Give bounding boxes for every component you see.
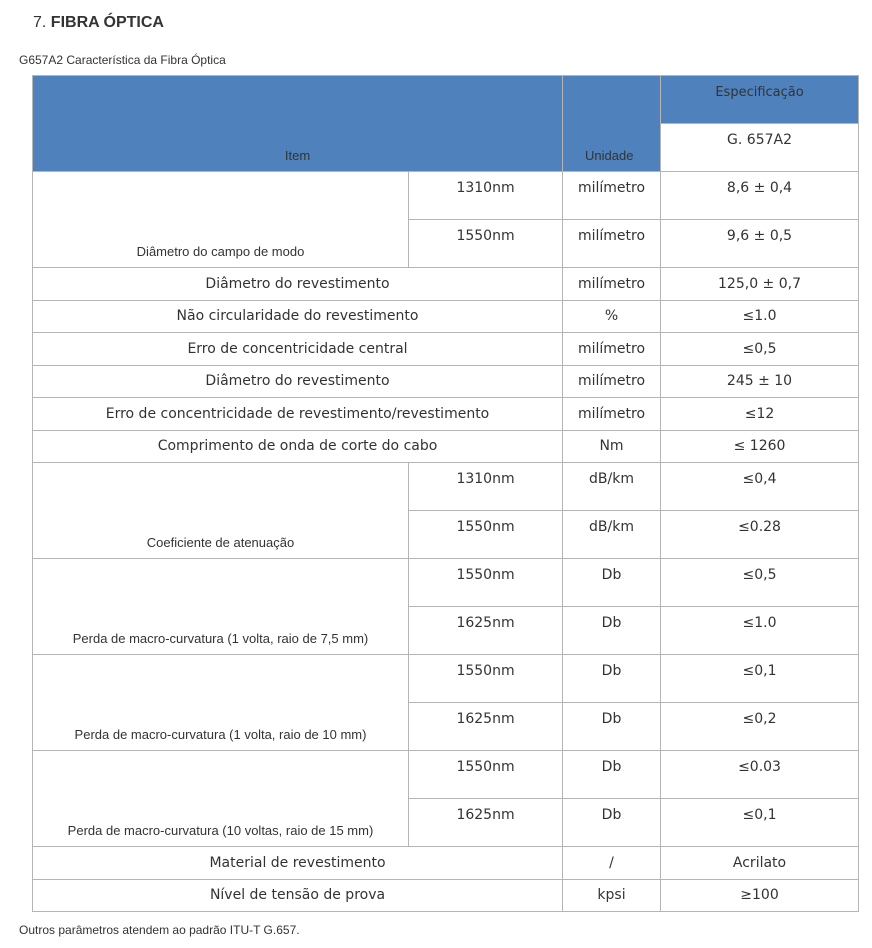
row-unit: milímetro bbox=[563, 220, 661, 268]
section-title: FIBRA ÓPTICA bbox=[50, 14, 164, 31]
row-unit: kpsi bbox=[563, 879, 661, 912]
row-label: Perda de macro-curvatura (1 volta, raio de 7,5 mm) bbox=[33, 559, 409, 655]
row-label: Diâmetro do campo de modo bbox=[33, 172, 409, 268]
table-row bbox=[33, 172, 859, 220]
row-label: Comprimento de onda de corte do cabo bbox=[33, 430, 563, 463]
row-value: ≤12 bbox=[661, 398, 859, 431]
table-row bbox=[33, 430, 859, 463]
row-unit: / bbox=[563, 847, 661, 880]
row-unit: milímetro bbox=[563, 398, 661, 431]
row-value: ≤0,5 bbox=[661, 333, 859, 366]
row-value: Acrilato bbox=[661, 847, 859, 880]
header-item: Item bbox=[33, 76, 563, 172]
row-unit: Db bbox=[563, 607, 661, 655]
row-unit: milímetro bbox=[563, 365, 661, 398]
row-unit: milímetro bbox=[563, 172, 661, 220]
row-label: Diâmetro do revestimento bbox=[33, 365, 563, 398]
spec-table-body bbox=[33, 76, 859, 912]
row-wavelength: 1550nm bbox=[409, 220, 563, 268]
row-value: ≤0.03 bbox=[661, 751, 859, 799]
row-value: ≤0,5 bbox=[661, 559, 859, 607]
table-row bbox=[33, 879, 859, 912]
row-value: 245 ± 10 bbox=[661, 365, 859, 398]
header-spec: Especificação bbox=[661, 76, 859, 124]
table-row bbox=[33, 847, 859, 880]
row-unit: Db bbox=[563, 703, 661, 751]
row-unit: Nm bbox=[563, 430, 661, 463]
header-unit: Unidade bbox=[563, 76, 661, 172]
table-row bbox=[33, 655, 859, 703]
table-row bbox=[33, 333, 859, 366]
row-label: Nível de tensão de prova bbox=[33, 879, 563, 912]
table-row bbox=[33, 300, 859, 333]
row-wavelength: 1550nm bbox=[409, 511, 563, 559]
row-label: Perda de macro-curvatura (10 voltas, raio de 15 mm) bbox=[33, 751, 409, 847]
row-unit: Db bbox=[563, 751, 661, 799]
row-value: ≤ 1260 bbox=[661, 430, 859, 463]
row-value: ≤0,2 bbox=[661, 703, 859, 751]
row-wavelength: 1310nm bbox=[409, 463, 563, 511]
row-label: Perda de macro-curvatura (1 volta, raio de 10 mm) bbox=[33, 655, 409, 751]
table-row bbox=[33, 751, 859, 799]
row-unit: dB/km bbox=[563, 511, 661, 559]
row-value: ≤1.0 bbox=[661, 607, 859, 655]
row-value: 8,6 ± 0,4 bbox=[661, 172, 859, 220]
section-number: 7. bbox=[33, 14, 47, 31]
footnote: Outros parâmetros atendem ao padrão ITU-T G.657. bbox=[19, 923, 300, 937]
row-unit: Db bbox=[563, 655, 661, 703]
row-wavelength: 1550nm bbox=[409, 559, 563, 607]
row-value: 125,0 ± 0,7 bbox=[661, 268, 859, 301]
row-wavelength: 1625nm bbox=[409, 607, 563, 655]
row-value: ≤0,1 bbox=[661, 799, 859, 847]
row-wavelength: 1625nm bbox=[409, 703, 563, 751]
header-row bbox=[33, 76, 859, 124]
row-value: 9,6 ± 0,5 bbox=[661, 220, 859, 268]
row-unit: Db bbox=[563, 559, 661, 607]
row-label: Diâmetro do revestimento bbox=[33, 268, 563, 301]
row-wavelength: 1550nm bbox=[409, 655, 563, 703]
row-wavelength: 1310nm bbox=[409, 172, 563, 220]
spec-table bbox=[32, 75, 859, 912]
row-wavelength: 1550nm bbox=[409, 751, 563, 799]
row-label: Coeficiente de atenuação bbox=[33, 463, 409, 559]
table-row bbox=[33, 559, 859, 607]
table-row bbox=[33, 268, 859, 301]
row-label: Não circularidade do revestimento bbox=[33, 300, 563, 333]
table-row bbox=[33, 398, 859, 431]
row-value: ≤0,4 bbox=[661, 463, 859, 511]
row-unit: milímetro bbox=[563, 268, 661, 301]
row-label: Erro de concentricidade de revestimento/revestimento bbox=[33, 398, 563, 431]
row-value: ≤1.0 bbox=[661, 300, 859, 333]
row-unit: milímetro bbox=[563, 333, 661, 366]
row-value: ≤0.28 bbox=[661, 511, 859, 559]
table-row bbox=[33, 365, 859, 398]
row-value: ≤0,1 bbox=[661, 655, 859, 703]
table-row bbox=[33, 463, 859, 511]
row-wavelength: 1625nm bbox=[409, 799, 563, 847]
row-value: ≥100 bbox=[661, 879, 859, 912]
row-unit: Db bbox=[563, 799, 661, 847]
row-unit: dB/km bbox=[563, 463, 661, 511]
row-label: Erro de concentricidade central bbox=[33, 333, 563, 366]
section-heading bbox=[33, 14, 164, 32]
row-label: Material de revestimento bbox=[33, 847, 563, 880]
header-spec-standard: G. 657A2 bbox=[661, 124, 859, 172]
row-unit: % bbox=[563, 300, 661, 333]
table-caption: G657A2 Característica da Fibra Óptica bbox=[19, 53, 226, 67]
